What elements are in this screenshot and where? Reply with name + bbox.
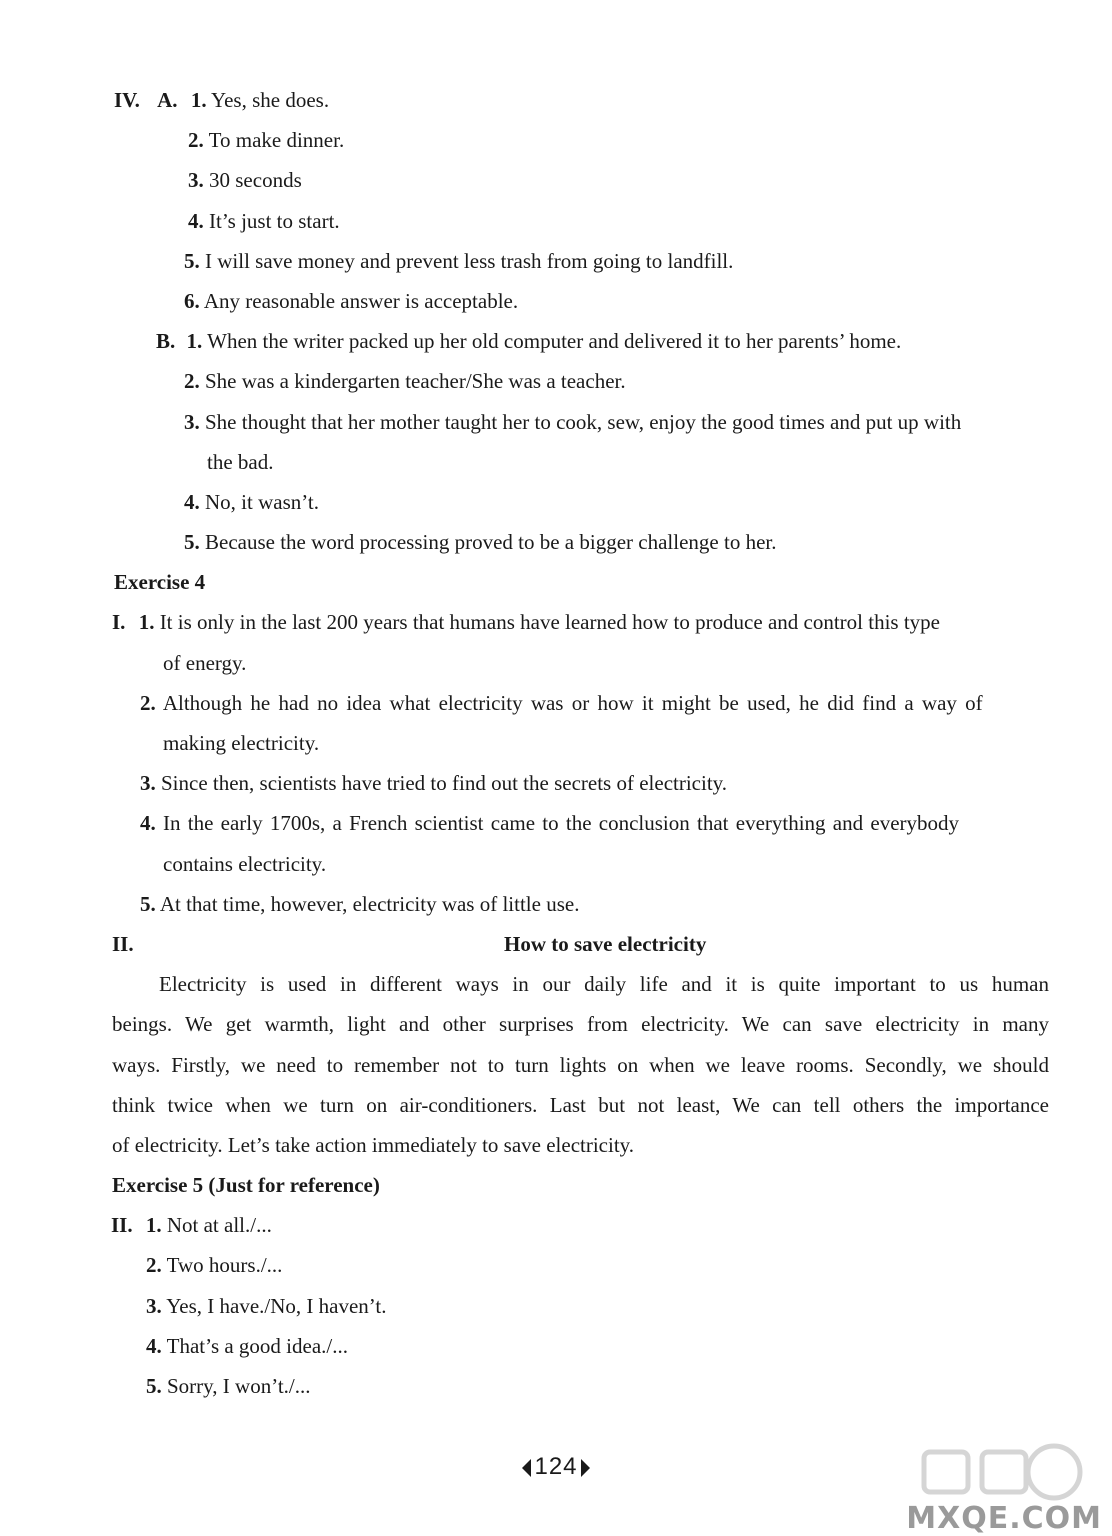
essay-line-3: ways. Firstly, we need to remember not to turn lights on when we leave rooms. Secondly, we should [112,1052,1049,1077]
page-number-text: 124 [534,1453,578,1480]
item-text: When the writer packed up her old computer and delivered it to her parents’ home. [202,329,902,354]
answer-page [0,80,1112,1406]
item-number: 4. [146,1333,162,1358]
iv-a-item-2 [0,120,1112,160]
item-number: 3. [140,771,156,796]
part-b-label: B. [156,329,176,354]
iv-a-item-5 [0,241,1112,281]
item-number: 6. [184,288,200,313]
left-triangle-icon [522,1459,531,1477]
item-text: It is only in the last 200 years that humans have learned how to produce and control this type [154,610,940,635]
essay-paragraph [112,964,1049,1165]
ex4-i-item-5 [0,884,1112,924]
part-a-label: A. [157,88,178,112]
watermark-text: MXQE.COM [906,1501,1102,1536]
ex4-i-item-4-cont [0,844,1112,884]
item-text: To make dinner. [203,128,345,153]
essay-line-5: of electricity. Let’s take action immediately to save electricity. [112,1132,635,1157]
ex5-ii-item-3 [0,1286,1112,1326]
item-text: Because the word processing proved to be a bigger challenge to her. [199,530,777,555]
iv-b-item-1 [0,321,1112,361]
ex5-ii-item-1 [0,1205,1112,1245]
ex5-ii-item-5 [0,1366,1112,1406]
item-number: 2. [146,1253,162,1278]
item-number: 1. [138,610,155,635]
watermark-block-2 [982,1452,1026,1492]
item-text: Sorry, I won’t./... [161,1374,311,1398]
item-text: It’s just to start. [203,208,340,233]
item-number: 3. [146,1293,162,1318]
iv-b-item-3 [0,402,1112,442]
iv-b-item-3-cont [0,442,1112,482]
item-number: 3. [184,409,200,434]
ex4-i-item-2-cont [0,723,1112,763]
essay-line-4: think twice when we turn on air-conditioners. Last but not least, We can tell others the importance [112,1092,1049,1117]
item-number: 4. [184,489,200,514]
ex4-i-item-3 [0,763,1112,803]
iv-b-item-5 [0,522,1112,562]
item-text: She thought that her mother taught her to cook, sew, enjoy the good times and put up with [199,409,962,434]
ex4-i-item-2 [0,683,1112,723]
item-text: In the early 1700s, a French scientist came to the conclusion that everything and everybody [155,811,960,836]
essay-title: How to save electricity [504,931,707,956]
item-text: Since then, scientists have tried to find out the secrets of electricity. [155,771,728,796]
item-text: No, it wasn’t. [199,489,319,514]
ex5-ii-item-4 [0,1326,1112,1366]
item-text-continued: the bad. [207,449,274,474]
item-text: Although he had no idea what electricity was or how it might be used, he did find a way of [155,690,983,715]
item-text-continued: making electricity. [163,731,320,755]
item-number: 4. [140,811,156,836]
essay-line-1: Electricity is used in different ways in our daily life and it is quite important to us human [159,972,1049,997]
section-ii-label: II. [112,931,134,956]
iv-a-item-6 [0,281,1112,321]
iv-b-item-4 [0,482,1112,522]
item-number: 4. [188,208,204,233]
item-text: Yes, she does. [206,88,330,112]
item-number: 2. [188,128,204,153]
ex5-ii-item-2 [0,1245,1112,1285]
item-text: Any reasonable answer is acceptable. [199,288,519,313]
item-text: She was a kindergarten teacher/She was a teacher. [199,369,626,394]
item-text: 30 seconds [203,168,302,193]
item-text: That’s a good idea./... [161,1333,348,1358]
item-number: 5. [140,891,156,916]
item-number: 3. [188,168,204,193]
section-ii-label: II. [111,1213,133,1238]
iv-a-item-1 [0,80,1112,120]
ex4-ii-heading-row [0,924,1112,964]
item-number: 2. [140,690,156,715]
item-text: I will save money and prevent less trash from going to landfill. [199,248,734,273]
essay-line-2: beings. We get warmth, light and other surprises from electricity. We can save electricity in many [112,1012,1049,1037]
iv-a-item-3 [0,160,1112,200]
item-number: 1. [145,1213,162,1238]
item-number: 1. [190,88,207,112]
item-text: Not at all./... [161,1213,272,1238]
item-number: 1. [186,329,203,354]
item-number: 5. [184,248,200,273]
item-number: 2. [184,369,200,394]
item-text-continued: of energy. [163,650,247,675]
item-number: 5. [146,1374,162,1398]
item-text: Two hours./... [161,1253,283,1278]
watermark-circle [1028,1446,1080,1498]
item-number: 5. [184,530,200,555]
item-text: Yes, I have./No, I haven’t. [161,1293,387,1318]
iv-a-item-4 [0,201,1112,241]
ex4-i-item-1 [0,602,1112,642]
exercise-5-heading: Exercise 5 (Just for reference) [112,1173,380,1198]
watermark-block-1 [924,1452,968,1492]
exercise-4-heading: Exercise 4 [114,570,206,595]
right-triangle-icon [581,1459,590,1477]
ex4-i-item-1-cont [0,643,1112,683]
iv-b-item-2 [0,361,1112,401]
ex4-i-item-4 [0,803,1112,843]
section-iv-label: IV. [114,88,140,112]
item-text-continued: contains electricity. [163,851,327,876]
item-text: At that time, however, electricity was of little use. [155,891,580,916]
section-i-label: I. [112,610,126,635]
